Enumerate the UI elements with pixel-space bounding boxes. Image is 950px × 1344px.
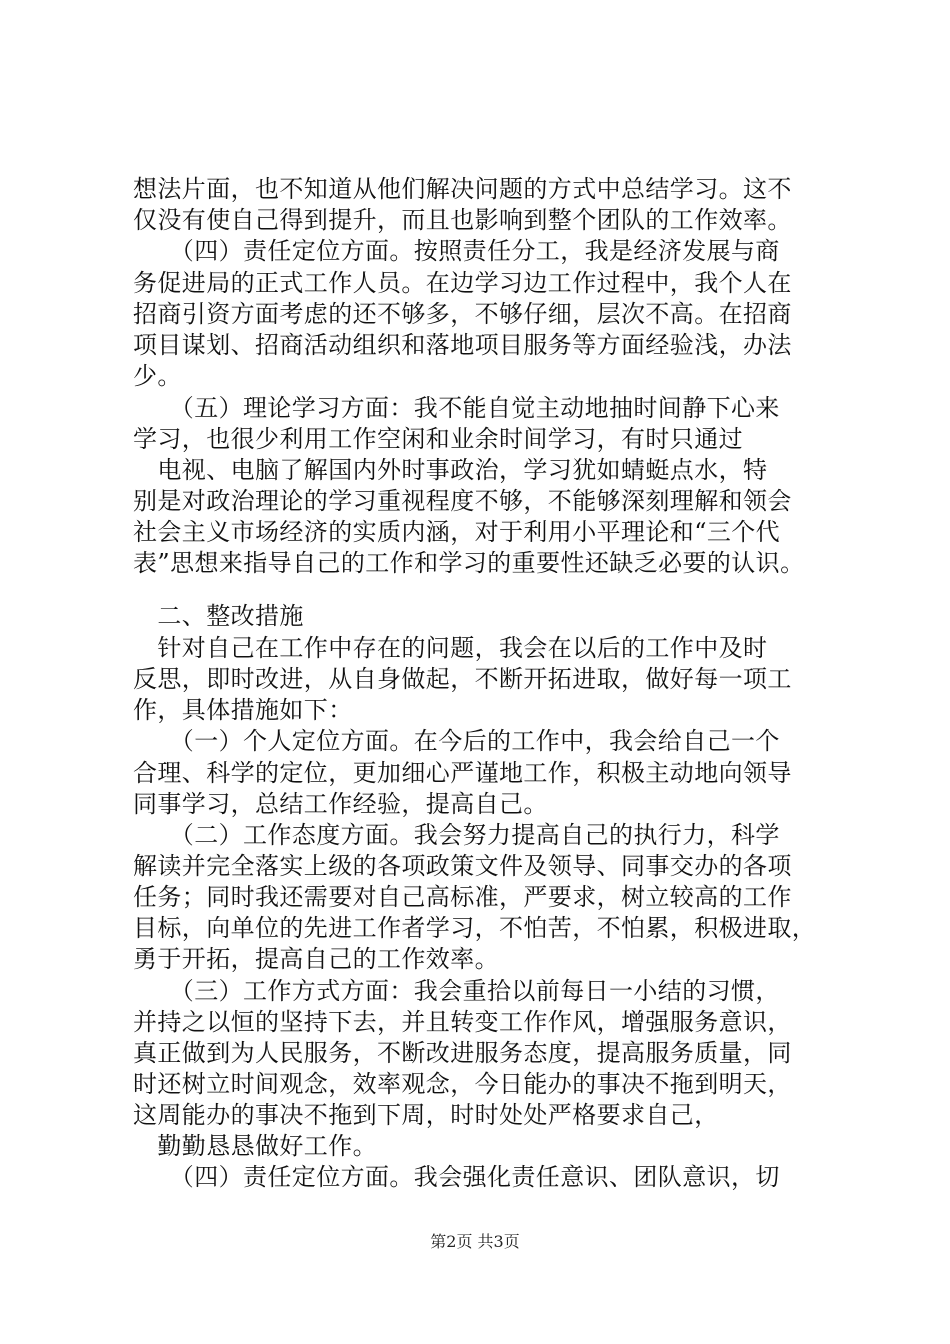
- text-line: 少。: [133, 362, 182, 390]
- text-line: 任务；同时我还需要对自己高标准，严要求，树立较高的工作: [133, 883, 792, 911]
- text-line: （二）工作态度方面。我会努力提高自己的执行力，科学: [133, 821, 780, 849]
- text-line: 招商引资方面考虑的还不够多，不够仔细，层次不高。在招商: [133, 300, 792, 328]
- text-line: 表”思想来指导自己的工作和学习的重要性还缺乏必要的认识。: [133, 549, 805, 577]
- text-line: 时还树立时间观念，效率观念，今日能办的事决不拖到明天，: [133, 1070, 792, 1098]
- text-line: 想法片面，也不知道从他们解决问题的方式中总结学习。这不: [133, 175, 792, 203]
- text-line: 勤勤恳恳做好工作。: [133, 1132, 377, 1160]
- text-line: 电视、电脑了解国内外时事政治，学习犹如蜻蜓点水，特: [133, 456, 768, 484]
- text-line: （五）理论学习方面：我不能自觉主动地抽时间静下心来: [133, 394, 780, 422]
- text-line: 目标，向单位的先进工作者学习，不怕苦，不怕累，积极进取，: [133, 914, 817, 942]
- section-heading: 二、整改措施: [133, 602, 304, 630]
- text-line: （四）责任定位方面。按照责任分工，我是经济发展与商: [133, 237, 780, 265]
- text-line: 同事学习，总结工作经验，提高自己。: [133, 790, 548, 818]
- text-line: 反思，即时改进，从自身做起，不断开拓进取，做好每一项工: [133, 665, 792, 693]
- text-line: （三）工作方式方面：我会重拾以前每日一小结的习惯，: [133, 977, 780, 1005]
- text-line: 务促进局的正式工作人员。在边学习边工作过程中，我个人在: [133, 269, 792, 297]
- text-line: （一）个人定位方面。在今后的工作中，我会给自己一个: [133, 727, 780, 755]
- text-line: 作，具体措施如下：: [133, 696, 353, 724]
- text-line: 别是对政治理论的学习重视程度不够，不能够深刻理解和领会: [133, 487, 792, 515]
- text-line: 项目谋划、招商活动组织和落地项目服务等方面经验浅，办法: [133, 331, 792, 359]
- text-line: 学习，也很少利用工作空闲和业余时间学习，有时只通过: [133, 425, 743, 453]
- text-line: （四）责任定位方面。我会强化责任意识、团队意识，切: [133, 1163, 780, 1191]
- text-line: 针对自己在工作中存在的问题，我会在以后的工作中及时: [133, 634, 768, 662]
- text-line: 这周能办的事决不拖到下周，时时处处严格要求自己，: [133, 1101, 719, 1129]
- text-line: 合理、科学的定位，更加细心严谨地工作，积极主动地向领导: [133, 759, 792, 787]
- page-footer: 第2页 共3页: [430, 1232, 520, 1251]
- text-line: 仅没有使自己得到提升，而且也影响到整个团队的工作效率。: [133, 206, 792, 234]
- text-line: 真正做到为人民服务，不断改进服务态度，提高服务质量，同: [133, 1039, 792, 1067]
- text-line: 勇于开拓，提高自己的工作效率。: [133, 945, 499, 973]
- text-line: 社会主义市场经济的实质内涵，对于利用小平理论和“三个代: [133, 518, 781, 546]
- text-line: 并持之以恒的坚持下去，并且转变工作作风，增强服务意识，: [133, 1008, 792, 1036]
- text-line: 解读并完全落实上级的各项政策文件及领导、同事交办的各项: [133, 852, 792, 880]
